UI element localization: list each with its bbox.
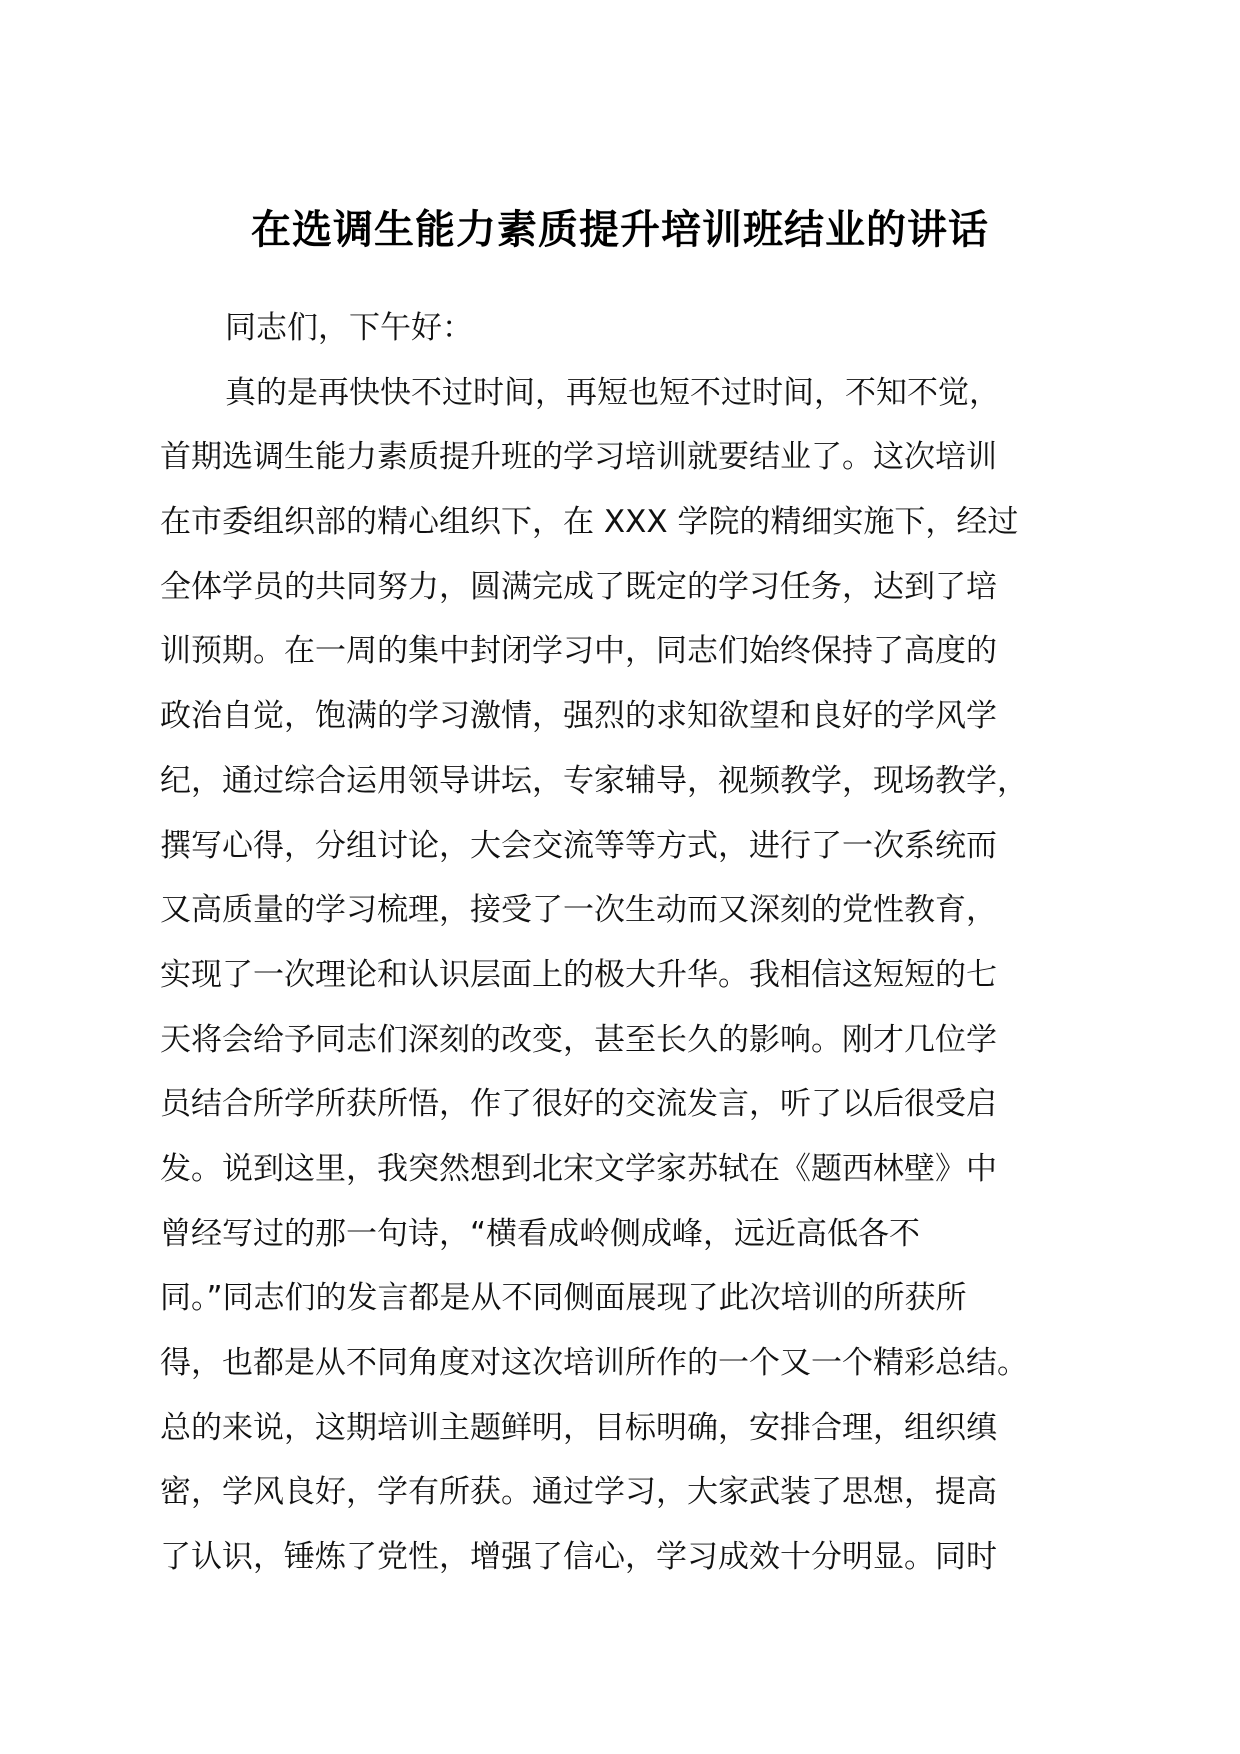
salutation-line: 同志们，下午好： bbox=[225, 310, 473, 346]
paragraph-line: 撰写心得，分组讨论，大会交流等等方式，进行了一次系统而 bbox=[160, 827, 997, 864]
paragraph-line: 政治自觉，饱满的学习激情，强烈的求知欲望和良好的学风学 bbox=[160, 698, 997, 735]
paragraph-line: 又高质量的学习梳理，接受了一次生动而又深刻的党性教育， bbox=[160, 892, 997, 929]
paragraph-line: 实现了一次理论和认识层面上的极大升华。我相信这短短的七 bbox=[160, 956, 997, 993]
paragraph-line: 了认识，锤炼了党性，增强了信心，学习成效十分明显。同时 bbox=[160, 1539, 997, 1576]
paragraph-line: 得，也都是从不同角度对这次培训所作的一个又一个精彩总结。 bbox=[160, 1345, 1028, 1381]
paragraph-line: 在市委组织部的精心组织下，在 XXX 学院的精细实施下，经过 bbox=[160, 504, 1019, 541]
paragraph-line: 全体学员的共同努力，圆满完成了既定的学习任务，达到了培 bbox=[160, 568, 997, 605]
paragraph-line: 纪，通过综合运用领导讲坛，专家辅导，视频教学，现场教学， bbox=[160, 762, 1028, 799]
paragraph-line: 曾经写过的那一句诗，“横看成岭侧成峰，远近高低各不 bbox=[160, 1215, 921, 1252]
paragraph-line: 发。说到这里，我突然想到北宋文学家苏轼在《题西林壁》中 bbox=[160, 1150, 997, 1187]
paragraph-line: 员结合所学所获所悟，作了很好的交流发言，听了以后很受启 bbox=[160, 1086, 997, 1123]
paragraph-line: 真的是再快快不过时间，再短也短不过时间，不知不觉， bbox=[225, 374, 1000, 411]
paragraph-line: 同。”同志们的发言都是从不同侧面展现了此次培训的所获所 bbox=[160, 1280, 967, 1317]
document-body bbox=[160, 296, 1120, 1590]
paragraph-line: 密，学风良好，学有所获。通过学习，大家武装了思想，提高 bbox=[160, 1474, 997, 1511]
paragraph-line: 天将会给予同志们深刻的改变，甚至长久的影响。刚才几位学 bbox=[160, 1021, 997, 1058]
paragraph-line: 总的来说，这期培训主题鲜明，目标明确，安排合理，组织缜 bbox=[160, 1409, 997, 1446]
paragraph-line: 首期选调生能力素质提升班的学习培训就要结业了。这次培训 bbox=[160, 439, 997, 476]
paragraph-line: 训预期。在一周的集中封闭学习中，同志们始终保持了高度的 bbox=[160, 633, 997, 670]
document-title: 在选调生能力素质提升培训班结业的讲话 bbox=[251, 207, 989, 253]
